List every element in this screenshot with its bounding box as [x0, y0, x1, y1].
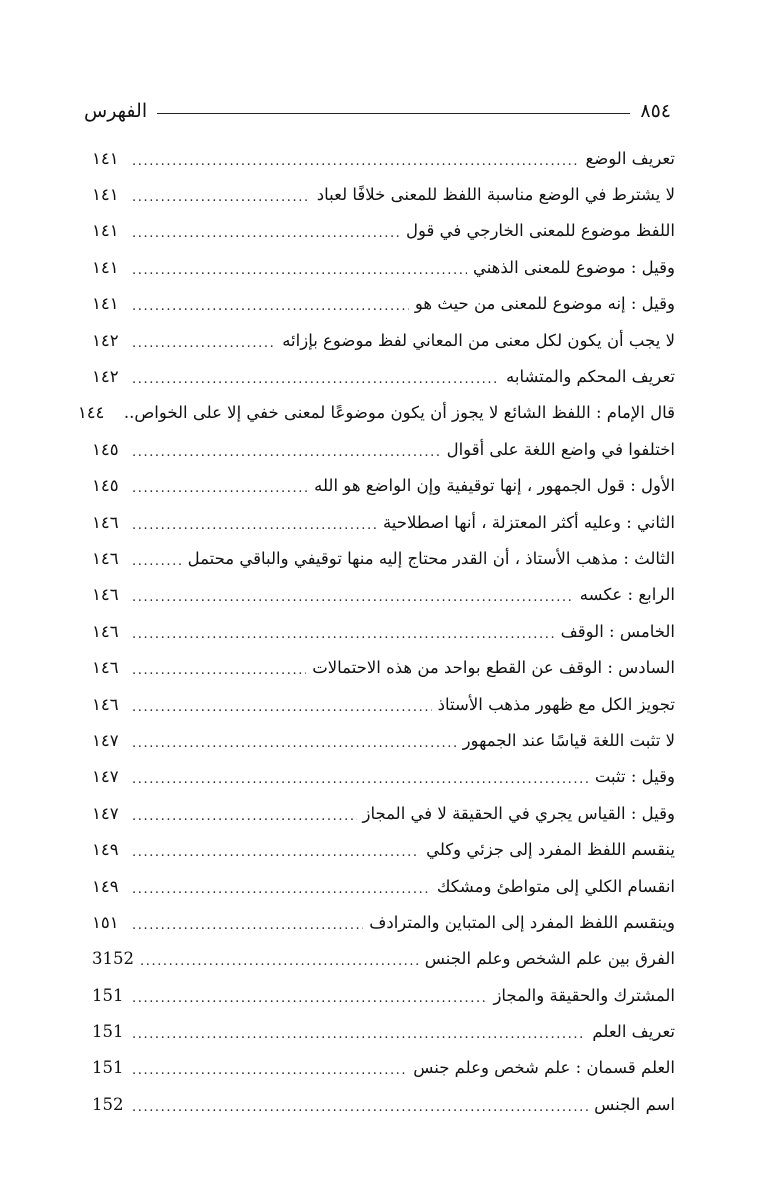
toc-entry — [92, 1013, 675, 1049]
toc-entry — [77, 395, 675, 431]
toc-entry — [92, 941, 675, 977]
toc-entry-title: لا يشترط في الوضع مناسبة اللفظ للمعنى خلافًا لعباد — [316, 185, 675, 205]
dot-leader — [132, 331, 276, 350]
dot-leader — [132, 367, 500, 386]
dot-leader — [132, 986, 487, 1005]
toc-entry-title: لا يجب أن يكون لكل معنى من المعاني لفظ موضوع بإزائه — [282, 330, 675, 350]
toc-entry — [92, 904, 675, 940]
toc-entry-page: 152 — [92, 1094, 124, 1114]
toc-entry-page: ١٤١ — [92, 294, 119, 314]
toc-entry-title: السادس : الوقف عن القطع بواحد من هذه الاحتمالات — [312, 658, 675, 678]
dot-leader — [132, 294, 409, 313]
toc-entry — [92, 1086, 675, 1122]
toc-entry-title: العلم قسمان : علم شخص وعلم جنس — [413, 1058, 675, 1078]
toc-entry — [92, 468, 675, 504]
toc-entry-title: وقيل : تثبت — [594, 767, 675, 787]
toc-entry-page: ١٥١ — [92, 912, 119, 932]
toc-entry — [92, 1050, 675, 1086]
toc-entry — [92, 759, 675, 795]
toc-entry — [92, 577, 675, 613]
toc-entry-title: الأول : قول الجمهور ، إنها توقيفية وإن الواضع هو الله — [314, 476, 675, 496]
dot-leader — [132, 877, 431, 896]
toc-entry-title: اسم الجنس — [594, 1094, 675, 1114]
toc-entry — [92, 431, 675, 467]
toc-entry-title: تجويز الكل مع ظهور مذهب الأستاذ — [437, 694, 675, 714]
dot-leader — [132, 622, 555, 641]
dot-leader — [132, 585, 574, 604]
dot-leader — [132, 513, 377, 532]
toc-entry-page: ١٤٩ — [92, 840, 119, 860]
toc-entry-page: ١٤٩ — [92, 876, 119, 896]
toc-entry-page: 151 — [92, 1058, 124, 1078]
toc-entry — [92, 868, 675, 904]
toc-entry — [92, 358, 675, 394]
dot-leader — [132, 149, 579, 168]
toc-entry-page: ١٤٦ — [92, 548, 119, 568]
toc-entry-page: ١٤١ — [92, 185, 119, 205]
dot-leader — [132, 221, 400, 240]
toc-entry-page: 151 — [92, 1022, 124, 1042]
toc-entry — [92, 722, 675, 758]
toc-entry — [92, 831, 675, 867]
dot-leader — [140, 949, 419, 968]
toc-entry-page: ١٤٦ — [92, 658, 119, 678]
toc-entry-title: اختلفوا في واضع اللغة على أقوال — [446, 439, 675, 459]
toc-entry — [92, 977, 675, 1013]
toc-entry — [92, 213, 675, 249]
table-of-contents — [77, 140, 675, 1123]
toc-entry — [92, 504, 675, 540]
toc-entry-title: تعريف المحكم والمتشابه — [506, 367, 675, 387]
toc-entry-title: لا تثبت اللغة قياسًا عند الجمهور — [462, 730, 675, 750]
toc-entry-title: تعريف العلم — [592, 1022, 675, 1042]
toc-entry-page: ١٤٧ — [92, 803, 119, 823]
toc-entry-page: 3152 — [92, 949, 134, 969]
header-rule — [157, 113, 630, 114]
toc-entry-title: ينقسم اللفظ المفرد إلى جزئي وكلي — [426, 840, 675, 860]
toc-entry-title: الخامس : الوقف — [560, 621, 675, 641]
dot-leader — [132, 695, 432, 714]
toc-entry-page: 151 — [92, 985, 124, 1005]
toc-entry-page: ١٤٧ — [92, 730, 119, 750]
toc-entry — [92, 140, 675, 176]
toc-entry-title: الثاني : وعليه أكثر المعتزلة ، أنها اصطلاحية — [382, 512, 675, 532]
toc-entry-page: ١٤١ — [92, 148, 119, 168]
dot-leader — [132, 804, 357, 823]
dot-leader — [132, 185, 311, 204]
toc-entry-title: وقيل : إنه موضوع للمعنى من حيث هو — [414, 294, 675, 314]
toc-entry-page: ١٤٦ — [92, 621, 119, 641]
toc-entry — [92, 613, 675, 649]
toc-entry-page: ١٤٥ — [92, 439, 119, 459]
dot-leader — [132, 476, 308, 495]
toc-entry-title: اللفظ موضوع للمعنى الخارجي في قول — [405, 221, 675, 241]
toc-entry-title: وينقسم اللفظ المفرد إلى المتباين والمترادف — [369, 912, 675, 932]
dot-leader — [132, 1022, 586, 1041]
dot-leader — [132, 840, 420, 859]
toc-entry-page: ١٤٢ — [92, 367, 119, 387]
toc-entry — [92, 649, 675, 685]
toc-entry-page: ١٤٥ — [92, 476, 119, 496]
toc-entry-page: ١٤٦ — [92, 512, 119, 532]
toc-entry-page: ١٤٦ — [92, 694, 119, 714]
toc-entry — [92, 286, 675, 322]
toc-entry-page: ١٤٧ — [92, 767, 119, 787]
toc-entry-title: الرابع : عكسه — [579, 585, 675, 605]
dot-leader — [132, 1095, 588, 1114]
toc-entry — [92, 540, 675, 576]
toc-entry-title: انقسام الكلي إلى متواطئ ومشكك — [436, 876, 675, 896]
toc-entry — [92, 686, 675, 722]
dot-leader — [132, 1058, 407, 1077]
dot-leader — [132, 731, 457, 750]
toc-entry-title: قال الإمام : اللفظ الشائع لا يجوز أن يكون موضوعًا لمعنى خفي إلا على الخواص.. — [123, 403, 675, 423]
toc-entry-title: المشترك والحقيقة والمجاز — [493, 985, 675, 1005]
toc-entry-title: الثالث : مذهب الأستاذ ، أن القدر محتاج إليه منها توقيفي والباقي محتمل — [187, 548, 675, 568]
toc-entry — [92, 249, 675, 285]
dot-leader — [132, 440, 441, 459]
toc-entry-title: تعريف الوضع — [585, 148, 675, 168]
page-header — [84, 94, 671, 128]
toc-entry-title: وقيل : القياس يجري في الحقيقة لا في المجاز — [362, 803, 675, 823]
toc-entry-page: ١٤١ — [92, 221, 119, 241]
toc-entry — [92, 322, 675, 358]
dot-leader — [132, 549, 182, 568]
toc-entry-page: ١٤٤ — [77, 403, 105, 423]
toc-entry — [92, 795, 675, 831]
toc-entry-page: ١٤٦ — [92, 585, 119, 605]
page-number: ٨٥٤ — [640, 100, 671, 122]
toc-entry-page: ١٤١ — [92, 257, 119, 277]
dot-leader — [132, 258, 467, 277]
dot-leader — [132, 913, 363, 932]
dot-leader — [132, 767, 589, 786]
toc-entry-page: ١٤٢ — [92, 330, 119, 350]
dot-leader — [132, 658, 306, 677]
header-title: الفهرس — [84, 100, 148, 122]
toc-entry-title: الفرق بين علم الشخص وعلم الجنس — [424, 949, 675, 969]
toc-entry-title: وقيل : موضوع للمعنى الذهني — [472, 257, 675, 277]
toc-entry — [92, 176, 675, 212]
